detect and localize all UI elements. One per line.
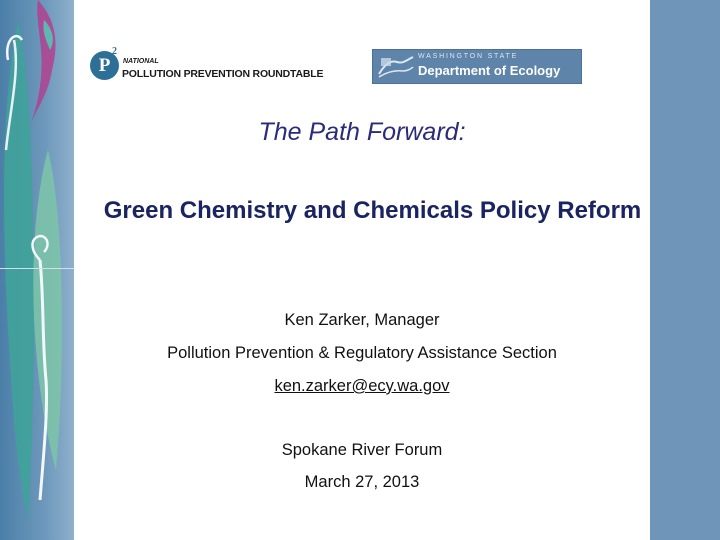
event-date: March 27, 2013 bbox=[304, 473, 420, 491]
slide-subtitle: Green Chemistry and Chemicals Policy Reform bbox=[103, 197, 642, 224]
p2-logo-name: POLLUTION PREVENTION ROUNDTABLE bbox=[122, 68, 324, 80]
p2-logo-superscript: 2 bbox=[112, 46, 117, 57]
left-decorative-band bbox=[0, 0, 74, 540]
ecology-logo bbox=[372, 49, 582, 84]
band-divider-line bbox=[0, 268, 74, 269]
ecology-logo-department: Department of Ecology bbox=[418, 63, 561, 78]
p2-logo-mark: P bbox=[90, 51, 119, 80]
presenter-name: Ken Zarker, Manager bbox=[284, 311, 440, 329]
email-link[interactable]: ken.zarker@ecy.wa.gov bbox=[274, 377, 450, 395]
email-line bbox=[74, 377, 650, 396]
p2-roundtable-logo bbox=[90, 48, 340, 84]
decorative-swirl-graphic bbox=[0, 0, 74, 540]
p2-logo-national: NATIONAL bbox=[123, 58, 159, 65]
event-name: Spokane River Forum bbox=[281, 441, 443, 459]
ecology-mark-icon bbox=[377, 54, 415, 79]
right-decorative-band bbox=[650, 0, 720, 540]
presenter-section: Pollution Prevention & Regulatory Assistance Section bbox=[167, 344, 557, 362]
slide-title: The Path Forward: bbox=[258, 118, 466, 146]
ecology-logo-state: WASHINGTON STATE bbox=[418, 53, 519, 60]
